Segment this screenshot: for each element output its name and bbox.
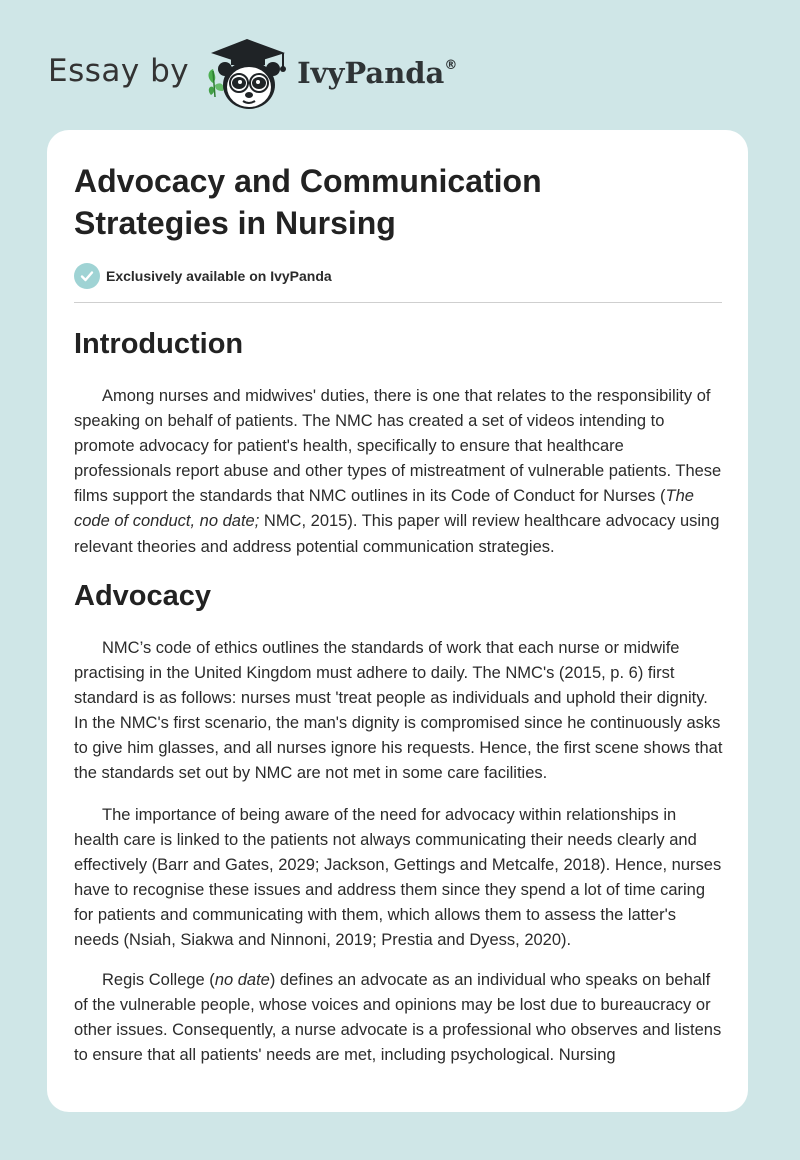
brand-name[interactable]: IvyPanda® — [297, 56, 458, 90]
section-heading-introduction: Introduction — [74, 328, 244, 360]
title-line-2: Strategies in Nursing — [74, 205, 396, 241]
paragraph: The importance of being aware of the need for advocacy within relationships in health care is linked to the patients not always communicating their needs clearly and effectively (Barr and Gates, 2029; Jackson, Gettings and Metcalfe, 2018). Hence, nurses have to recognise these issues and address them since they spend a lot of time caring for patients and communicating with them, which allows them to assess the latter's needs (Nsiah, Siakwa and Ninnoni, 2019; Prestia and Dyess, 2020). — [74, 806, 722, 950]
badge-text: Exclusively available on IvyPanda — [106, 268, 332, 284]
site-header — [48, 34, 457, 114]
essay-card — [47, 130, 748, 1112]
check-circle-icon — [74, 263, 100, 289]
page-title — [74, 160, 542, 244]
exclusive-badge — [74, 262, 332, 290]
panda-graduate-logo-icon[interactable] — [203, 35, 293, 113]
paragraph: Among nurses and midwives' duties, there is one that relates to the responsibility of speaking on behalf of patients. The NMC has created a set of videos intending to promote advocacy for patient's health, specifically to ensure that healthcare professionals report abuse and other types of mistreatment of vulnerable patients. These films support the standards that NMC outlines in its Code of Conduct for Nurses (The code of conduct, no date; NMC, 2015). This paper will review healthcare advocacy using relevant theories and address potential communication strategies. — [74, 387, 722, 556]
title-line-1: Advocacy and Communication — [74, 163, 542, 199]
section-heading-advocacy: Advocacy — [74, 580, 212, 612]
paragraph: Regis College (no date) defines an advocate as an individual who speaks on behalf of the vulnerable people, whose voices and opinions may be lost due to bureaucracy or other issues. Consequently, a nurse advocate is a professional who observes and listens to ensure that all patients' needs are met, including psychological. Nursing — [74, 971, 722, 1065]
paragraph: NMC’s code of ethics outlines the standards of work that each nurse or midwife practising in the United Kingdom must adhere to daily. The NMC's (2015, p. 6) first standard is as follows: nurses must 'treat people as individuals and uphold their dignity. In the NMC's first scenario, the man's dignity is compromised since he continuously asks to give him glasses, and all nurses ignore his requests. Hence, the first scene shows that the standards set out by NMC are not met in some care facilities. — [74, 639, 723, 783]
divider — [74, 302, 722, 303]
citation-italic: The code of conduct, no date; — [74, 487, 694, 531]
essay-by-label: Essay by — [48, 53, 190, 89]
citation-italic: no date — [214, 971, 270, 989]
registered-mark: ® — [444, 58, 458, 73]
